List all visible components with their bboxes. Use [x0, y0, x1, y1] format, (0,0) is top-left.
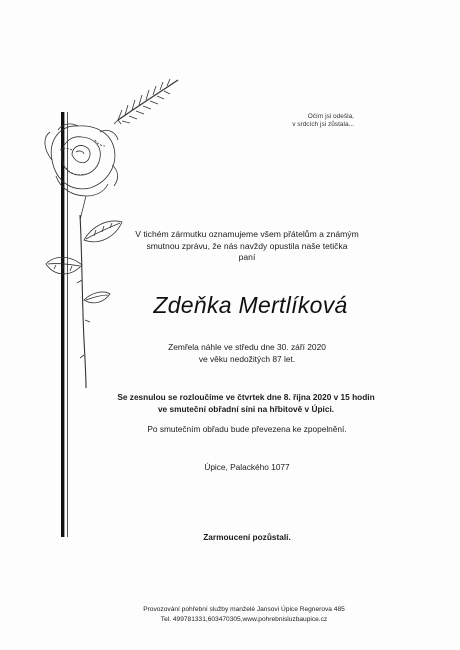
epitaph-line: v srdcích jsi zůstala...: [292, 121, 354, 128]
intro-line: V tichém zármutku oznamujeme všem přátelům a známým: [135, 229, 359, 239]
ceremony-line: ve smuteční obřadní síni na hřbitově v Úpici.: [157, 403, 335, 414]
footer-line: Tel. 499781331,603470305,www.pohrebnisluzbaupice.cz: [160, 615, 328, 623]
mourners-signature: Zarmoucení pozůstalí.: [203, 532, 291, 542]
rose-icon: [45, 124, 122, 388]
funeral-service-footer: [112, 605, 376, 624]
death-details: [120, 342, 374, 365]
intro-line: paní: [238, 252, 256, 262]
ceremony-details: [104, 392, 388, 415]
announcement-intro: [120, 229, 374, 264]
address: Úpice, Palackého 1077: [204, 462, 290, 472]
deceased-name: Zdeňka Mertlíková: [153, 292, 348, 318]
death-line: ve věku nedožitých 87 let.: [198, 353, 296, 364]
vertical-bar: [61, 112, 64, 537]
death-line: Zemřela náhle ve středu dne 30. září 2020: [168, 342, 326, 352]
epitaph-line: Očím jsi odešla,: [307, 113, 354, 120]
feather-icon: [114, 79, 178, 124]
ceremony-line: Se zesnulou se rozloučíme ve čtvrtek dne 8. října 2020 v 15 hodin: [117, 392, 375, 402]
cremation-note: Po smutečním obřadu bude převezena ke zpopelnění.: [147, 424, 347, 434]
footer-line: Provozování pohřební služby manželé Jansovi Úpice Regnerova 485: [143, 606, 345, 613]
epitaph-quote: [258, 113, 354, 129]
intro-line: smutnou zprávu, že nás navždy opustila naše tetička: [146, 240, 348, 251]
